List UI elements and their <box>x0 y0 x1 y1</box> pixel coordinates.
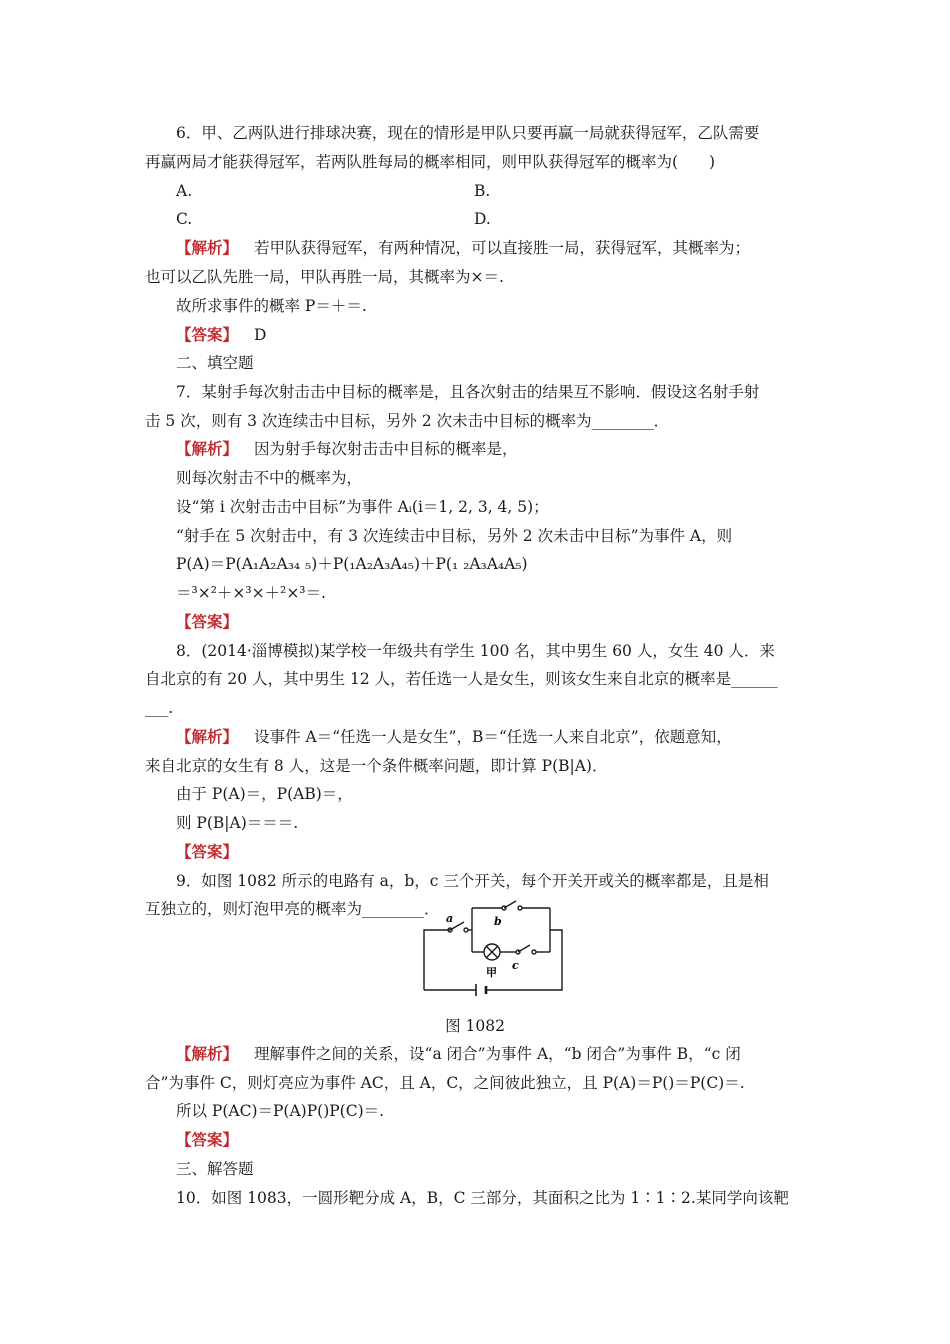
answer-tag: 【答案】 <box>176 842 239 861</box>
label-b: b <box>494 915 502 928</box>
q6-option-c: C. <box>176 210 193 228</box>
q6-option-b: B. <box>474 182 491 200</box>
q7-line1: 7．某射手每次射击击中目标的概率是，且各次射击的结果互不影响．假设这名射手射 <box>176 383 760 401</box>
q9-analysis-line3: 所以 P(AC)＝P(A)P()P(C)＝. <box>176 1102 385 1120</box>
q6-answer-value: D <box>254 326 267 344</box>
switch-c <box>518 945 530 952</box>
q9-analysis-line2: 合”为事件 C，则灯亮应为事件 AC，且 A，C，之间彼此独立，且 P(A)＝P()＝P(C)＝. <box>145 1074 745 1092</box>
q6-line1: 6．甲、乙两队进行排球决赛，现在的情形是甲队只要再赢一局就获得冠军，乙队需要 <box>176 124 760 142</box>
q8-analysis-line3: 由于 P(A)＝，P(AB)＝， <box>176 785 353 803</box>
q8-line3: ___. <box>145 699 174 717</box>
q9-analysis-line1 <box>176 1043 741 1065</box>
answer-tag: 【答案】 <box>176 325 239 344</box>
q7-analysis-line5: P(A)＝P(A₁A₂A₃₄ ₅)＋P(₁A₂A₃A₄₅)＋P(₁ ₂A₃A₄A₅) <box>176 555 528 573</box>
q8-analysis-line4: 则 P(B|A)＝＝＝. <box>176 814 299 832</box>
section-fill-in-title: 二、填空题 <box>176 354 254 372</box>
q7-analysis-line3: 设“第 i 次射击击中目标”为事件 Aᵢ(i＝1, 2, 3, 4, 5)； <box>176 498 549 516</box>
q6-option-a: A. <box>176 182 193 200</box>
switch-b <box>504 901 516 908</box>
q9-line1: 9．如图 1082 所示的电路有 a，b，c 三个开关，每个开关开或关的概率都是，且是相 <box>176 872 769 890</box>
label-lamp: 甲 <box>486 966 497 979</box>
q7-analysis-line4: “射手在 5 次射击中，有 3 次连续击中目标，另外 2 次未击中目标”为事件 A，则 <box>176 527 733 545</box>
q7-analysis-line6: ＝³×²＋×³×＋²×³＝. <box>176 584 326 602</box>
q8-analysis-line2: 来自北京的女生有 8 人，这是一个条件概率问题，即计算 P(B|A)． <box>145 757 608 775</box>
q6-analysis-line1 <box>176 237 750 259</box>
analysis-tag: 【解析】 <box>176 1044 239 1063</box>
q7-analysis-text1: 因为射手每次射击击中目标的概率是， <box>254 440 518 458</box>
q7-answer <box>176 611 254 633</box>
wire-left <box>424 930 450 990</box>
q6-analysis-text1: 若甲队获得冠军，有两种情况，可以直接胜一局，获得冠军，其概率为； <box>254 239 751 257</box>
label-c: c <box>512 959 519 972</box>
circuit-diagram <box>420 898 566 1002</box>
figure-caption: 图 1082 <box>445 1017 505 1035</box>
q6-answer <box>176 324 266 346</box>
q7-analysis-line2: 则每次射击不中的概率为， <box>176 469 363 487</box>
q8-analysis-line1 <box>176 726 732 748</box>
q8-line1: 8．(2014·淄博模拟)某学校一年级共有学生 100 名，其中男生 60 人，女生 40 人．来 <box>176 642 775 660</box>
q8-line2: 自北京的有 20 人，其中男生 12 人，若任选一人是女生，则该女生来自北京的概率是______ <box>145 670 778 688</box>
section-solve-title: 三、解答题 <box>176 1160 254 1178</box>
q6-option-d: D. <box>474 210 491 228</box>
q9-answer <box>176 1129 254 1151</box>
answer-tag: 【答案】 <box>176 612 239 631</box>
analysis-tag: 【解析】 <box>176 238 239 257</box>
answer-tag: 【答案】 <box>176 1130 239 1149</box>
analysis-tag: 【解析】 <box>176 727 239 746</box>
q9-line2: 互独立的，则灯泡甲亮的概率为________． <box>145 900 440 918</box>
q6-analysis-line3: 故所求事件的概率 P＝＋＝. <box>176 297 367 315</box>
q9-analysis-text1: 理解事件之间的关系，设“a 闭合”为事件 A，“b 闭合”为事件 B，“c 闭 <box>254 1045 741 1063</box>
q7-analysis-line1 <box>176 438 518 460</box>
q6-line2: 再赢两局才能获得冠军，若两队胜每局的概率相同，则甲队获得冠军的概率为( ) <box>145 153 716 171</box>
q8-answer <box>176 841 254 863</box>
q10-line1: 10．如图 1083，一圆形靶分成 A，B，C 三部分，其面积之比为 1∶1∶2.某同学向该靶 <box>176 1189 789 1207</box>
q6-analysis-line2: 也可以乙队先胜一局，甲队再胜一局，其概率为×＝. <box>145 268 504 286</box>
q8-analysis-text1: 设事件 A＝“任选一人是女生”，B＝“任选一人来自北京”，依题意知， <box>254 728 732 746</box>
q7-line2: 击 5 次，则有 3 次连续击中目标，另外 2 次未击中目标的概率为________． <box>145 412 670 430</box>
analysis-tag: 【解析】 <box>176 439 239 458</box>
label-a: a <box>446 912 454 925</box>
